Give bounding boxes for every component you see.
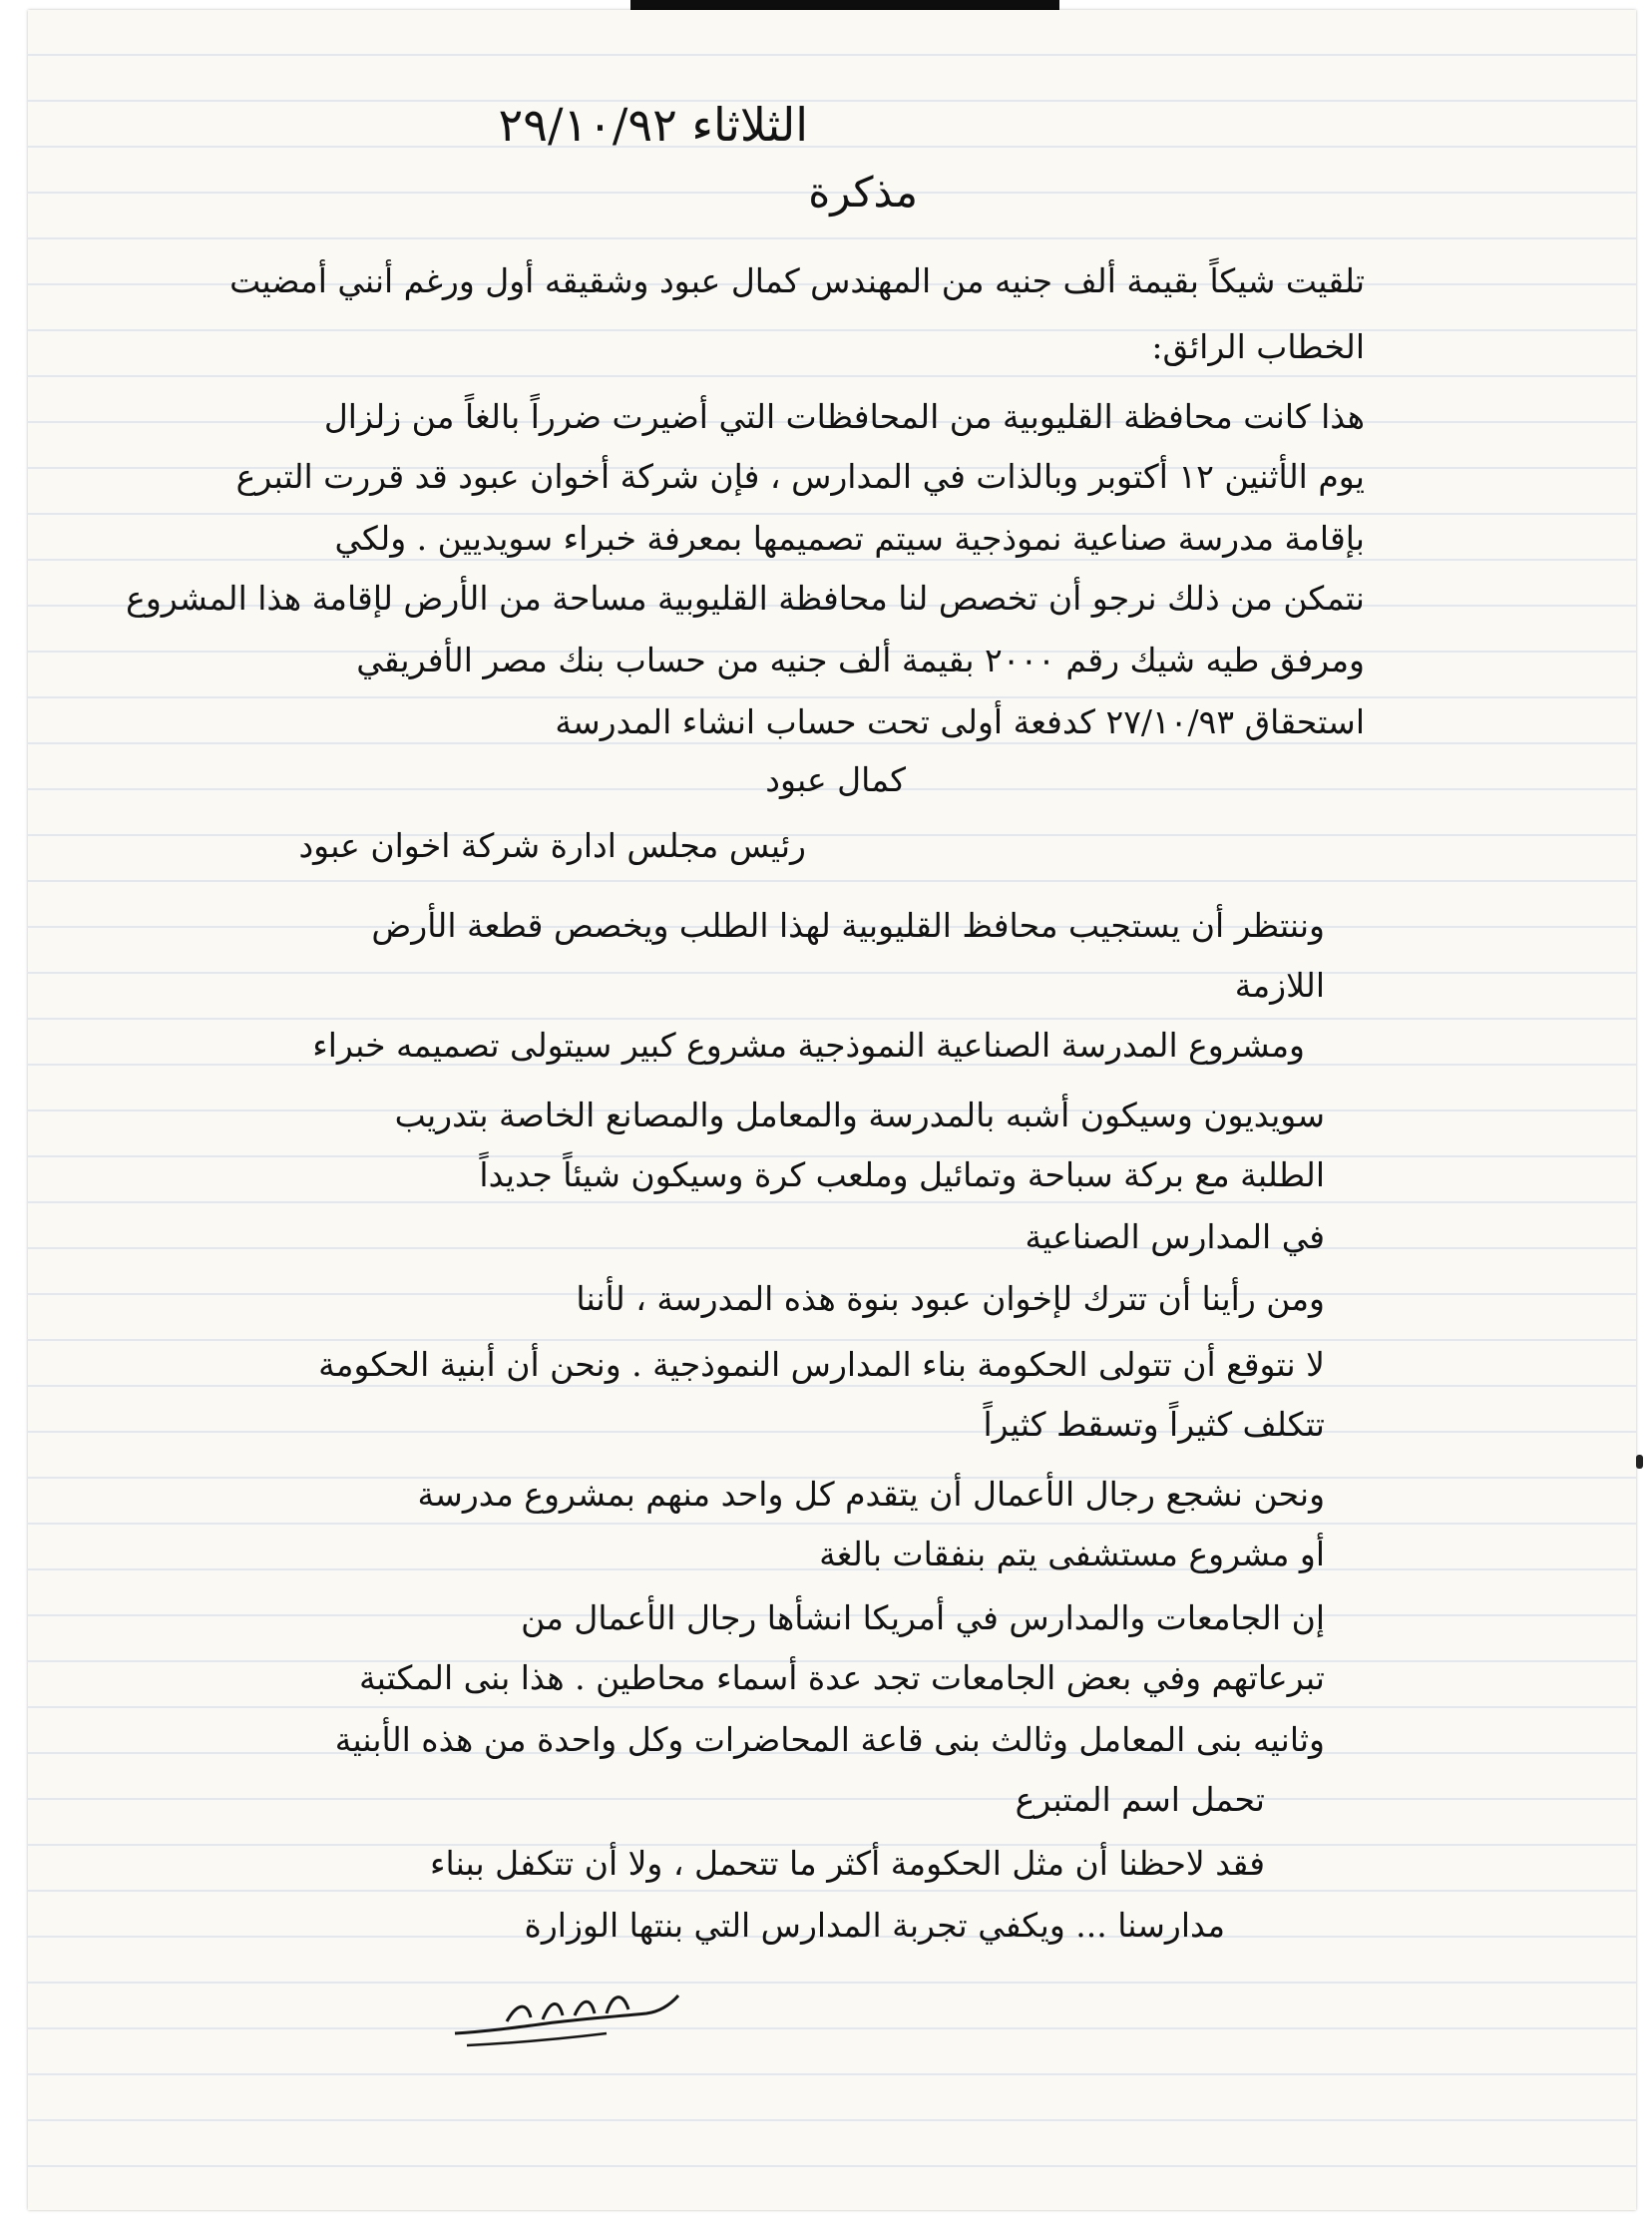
header-date: الثلاثاء ٢٩/١٠/٩٢ <box>498 98 808 152</box>
body-line: ومرفق طيه شيك رقم ٢٠٠٠ بقيمة ألف جنيه من حساب بنك مصر الأفريقي <box>356 641 1365 679</box>
stray-ink-dot <box>1636 1455 1643 1469</box>
body-line: رئيس مجلس ادارة شركة اخوان عبود <box>298 826 806 865</box>
body-line: يوم الأثنين ١٢ أكتوبر وبالذات في المدارس ، فإن شركة أخوان عبود قد قررت التبرع <box>235 457 1365 496</box>
body-line: اللازمة <box>1234 966 1325 1005</box>
lined-paper-sheet <box>28 10 1636 2210</box>
body-line: ومشروع المدرسة الصناعية النموذجية مشروع كبير سيتولى تصميمه خبراء <box>312 1026 1305 1065</box>
body-line: تتكلف كثيراً وتسقط كثيراً <box>983 1405 1325 1444</box>
body-line: تحمل اسم المتبرع <box>1015 1780 1265 1819</box>
body-line: سويديون وسيكون أشبه بالمدرسة والمعامل والمصانع الخاصة بتدريب <box>394 1096 1325 1134</box>
document-title: مذكرة <box>808 168 918 217</box>
body-line: فقد لاحظنا أن مثل الحكومة أكثر ما تتحمل ، ولا أن تتكفل ببناء <box>430 1844 1265 1883</box>
body-line: استحقاق ٢٧/١٠/٩٣ كدفعة أولى تحت حساب انشاء المدرسة <box>555 702 1365 741</box>
body-line: إن الجامعات والمدارس في أمريكا انشأها رجال الأعمال من <box>521 1598 1325 1637</box>
body-line: مدارسنا ... ويكفي تجربة المدارس التي بنتها الوزارة <box>524 1906 1225 1945</box>
signature-mark <box>447 1974 686 2053</box>
body-line: هذا كانت محافظة القليوبية من المحافظات التي أضيرت ضرراً بالغاً من زلزال <box>323 397 1365 436</box>
body-line: الطلبة مع بركة سباحة وتمائيل وملعب كرة وسيكون شيئاً جديداً <box>479 1155 1325 1194</box>
body-line: الخطاب الرائق: <box>1151 327 1365 366</box>
body-line: ومن رأينا أن تترك لإخوان عبود بنوة هذه المدرسة ، لأننا <box>576 1279 1325 1318</box>
body-line: تبرعاتهم وفي بعض الجامعات تجد عدة أسماء محاطين . هذا بنى المكتبة <box>358 1658 1325 1697</box>
body-line: بإقامة مدرسة صناعية نموذجية سيتم تصميمها بمعرفة خبراء سويديين . ولكي <box>334 519 1365 558</box>
body-line: ونحن نشجع رجال الأعمال أن يتقدم كل واحد منهم بمشروع مدرسة <box>417 1475 1325 1514</box>
body-line: أو مشروع مستشفى يتم بنفقات بالغة <box>819 1535 1325 1573</box>
body-line: لا نتوقع أن تتولى الحكومة بناء المدارس النموذجية . ونحن أن أبنية الحكومة <box>318 1345 1325 1384</box>
body-line: وننتظر أن يستجيب محافظ القليوبية لهذا الطلب ويخصص قطعة الأرض <box>371 906 1325 945</box>
body-line: كمال عبود <box>765 760 906 799</box>
body-line: نتمكن من ذلك نرجو أن تخصص لنا محافظة القليوبية مساحة من الأرض لإقامة هذا المشروع <box>126 579 1365 618</box>
body-line: في المدارس الصناعية <box>1025 1217 1325 1256</box>
body-line: وثانيه بنى المعامل وثالث بنى قاعة المحاضرات وكل واحدة من هذه الأبنية <box>334 1720 1325 1759</box>
top-binder-tab <box>630 0 1059 10</box>
body-line: تلقيت شيكاً بقيمة ألف جنيه من المهندس كمال عبود وشقيقه أول ورغم أنني أمضيت <box>229 261 1365 300</box>
